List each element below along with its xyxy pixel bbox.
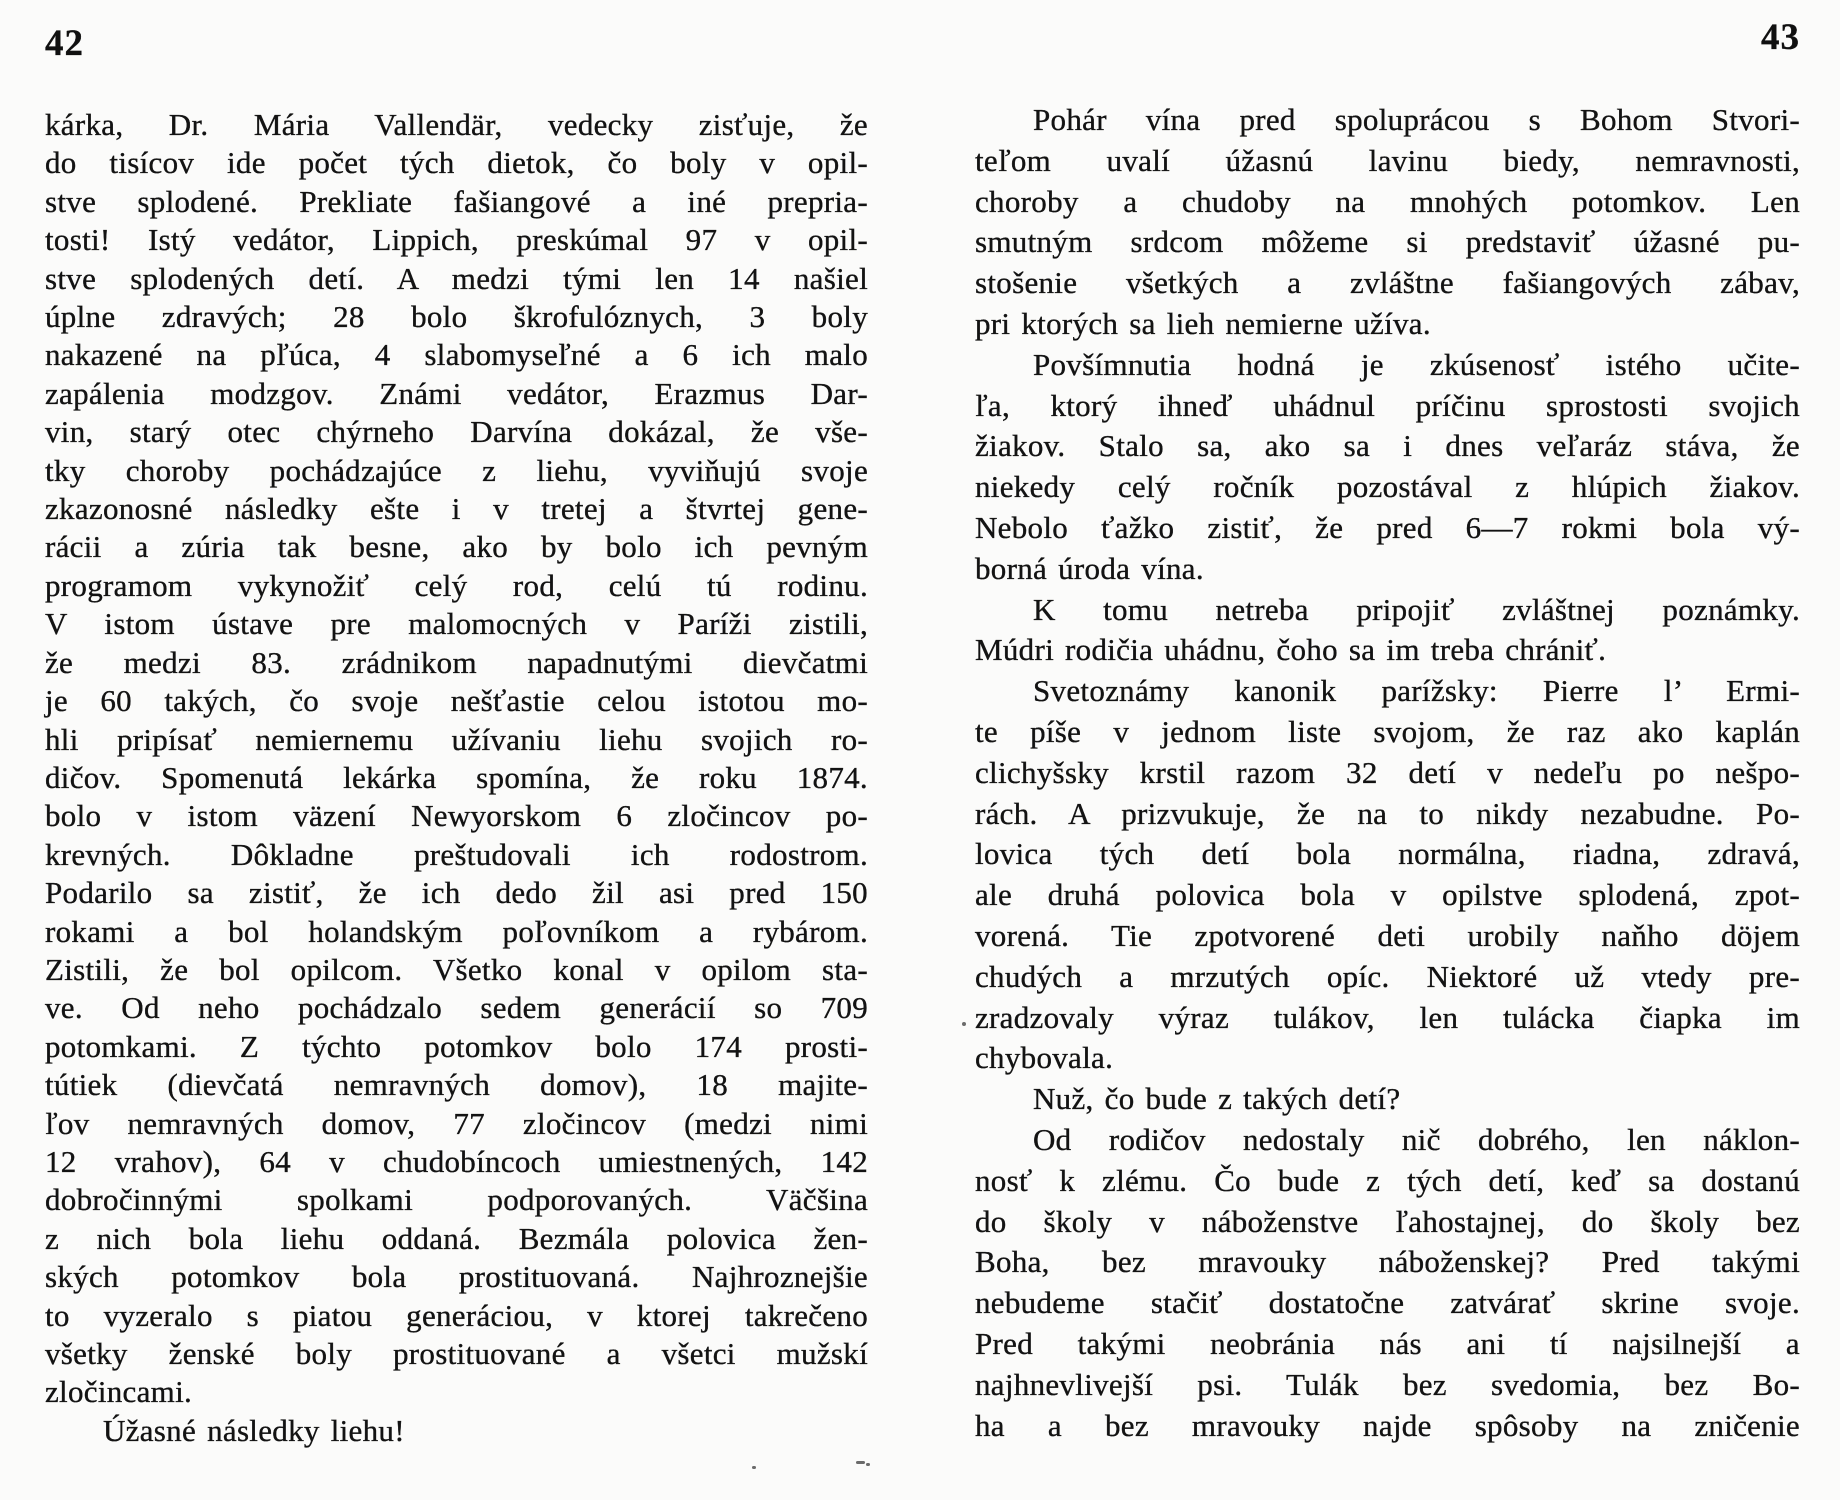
- scan-speck: [856, 1461, 865, 1464]
- text-line: Povšímnutia hodná je zkúsenosť istého učite-: [1033, 346, 1800, 382]
- paragraph: [975, 100, 1800, 345]
- text-line: zradzovaly výraz tulákov, len tulácka čiapka im: [975, 999, 1800, 1035]
- text-line: Nebolo ťažko zistiť, že pred 6—7 rokmi bola vý-: [975, 509, 1800, 545]
- text-line: potomkami. Z týchto potomkov bolo 174 prosti-: [45, 1028, 868, 1064]
- text-line: chudých a mrzutých opíc. Niektoré už vtedy pre-: [975, 958, 1800, 994]
- text-line: stve splodených detí. A medzi tými len 14 našiel: [45, 260, 868, 296]
- text-line: zapálenia modzgov. Známi vedátor, Erazmus Dar-: [45, 375, 868, 411]
- page-number-right: 43: [1761, 17, 1800, 58]
- scan-speck: [752, 1466, 756, 1469]
- text-line: najhnevlivejší psi. Tulák bez svedomia, bez Bo-: [975, 1366, 1800, 1402]
- text-line: Svetoznámy kanonik parížsky: Pierre l’ Ermi-: [1033, 673, 1800, 709]
- paragraph: [975, 1120, 1800, 1446]
- text-line: rácii a zúria tak besne, ako by bolo ich pevným: [45, 529, 868, 565]
- text-line: tútiek (dievčatá nemravných domov), 18 majite-: [45, 1067, 868, 1103]
- text-line: pri ktorých sa lieh nemierne užíva.: [975, 305, 1431, 341]
- text-line: tosti! Istý vedátor, Lippich, preskúmal 97 v opil-: [45, 222, 868, 258]
- text-line: ských potomkov bola prostituovaná. Najhroznejšie: [45, 1259, 868, 1295]
- text-line: programom vykynožiť celý rod, celú tú rodinu.: [45, 567, 868, 603]
- text-line: smutným srdcom môžeme si predstaviť úžasné pu-: [975, 224, 1800, 260]
- paragraph: [45, 106, 868, 1412]
- text-line: ľa, ktorý ihneď uhádnul príčinu sprostosti svojich: [975, 387, 1800, 423]
- text-line: V istom ústave pre malomocných v Paríži zistili,: [45, 606, 868, 642]
- text-line: Múdri rodičia uhádnu, čoho sa im treba chrániť.: [975, 632, 1607, 668]
- text-line: te píše v jednom liste svojom, že raz ako kaplán: [975, 713, 1800, 749]
- text-line: Úžasné následky liehu!: [103, 1412, 405, 1448]
- text-line: niekedy celý ročník pozostával z hlúpich žiakov.: [975, 469, 1800, 505]
- text-line: tky choroby pochádzajúce z liehu, vyviňujú svoje: [45, 452, 868, 488]
- text-line: je 60 takých, čo svoje nešťastie celou istotou mo-: [45, 683, 868, 719]
- paragraph: [45, 1412, 868, 1450]
- page-43-text-column: [975, 100, 1800, 1446]
- text-line: ve. Od neho pochádzalo sedem generácií so 709: [45, 990, 868, 1026]
- page-42-text-column: [45, 106, 868, 1450]
- text-line: ha a bez mravouky najde spôsoby na zničenie: [975, 1407, 1800, 1443]
- text-line: clichyšsky krstil razom 32 detí v nedeľu po nešpo-: [975, 754, 1800, 790]
- text-line: zločincami.: [45, 1374, 193, 1410]
- text-line: nebudeme stačiť dostatočne zatvárať skrine svoje.: [975, 1285, 1800, 1321]
- text-line: hli pripísať nemiernemu užívaniu liehu svojich ro-: [45, 721, 868, 757]
- paragraph: [975, 1079, 1800, 1120]
- text-line: Pohár vína pred spoluprácou s Bohom Stvori-: [1033, 102, 1800, 137]
- text-line: stve splodené. Prekliate fašiangové a iné prepria-: [45, 183, 868, 219]
- text-line: Boha, bez mravouky náboženskej? Pred takými: [975, 1244, 1800, 1280]
- text-line: do školy v náboženstve ľahostajnej, do školy bez: [975, 1203, 1800, 1239]
- text-line: ale druhá polovica bola v opilstve splodená, zpot-: [975, 877, 1800, 913]
- text-line: to vyzeralo s piatou generáciou, v ktorej takrečeno: [45, 1297, 868, 1333]
- text-line: Pred takými neobránia nás ani tí najsilnejší a: [975, 1325, 1800, 1361]
- text-line: Nuž, čo bude z takých detí?: [1033, 1081, 1401, 1117]
- text-line: choroby a chudoby na mnohých potomkov. Len: [975, 183, 1800, 219]
- text-line: stošenie všetkých a zvláštne fašiangových zábav,: [975, 265, 1800, 301]
- paragraph: [975, 590, 1800, 672]
- text-line: kárka, Dr. Mária Vallendär, vedecky zisťuje, že: [45, 107, 868, 142]
- paragraph: [975, 671, 1800, 1079]
- text-line: všetky ženské boly prostituované a všetci mužskí: [45, 1336, 868, 1371]
- text-line: teľom uvalí úžasnú lavinu biedy, nemravnosti,: [975, 142, 1800, 178]
- text-line: úplne zdravých; 28 bolo škrofulóznych, 3 boly: [45, 299, 868, 335]
- page-number-left: 42: [45, 23, 84, 64]
- text-line: chybovala.: [975, 1040, 1114, 1076]
- text-line: dičov. Spomenutá lekárka spomína, že roku 1874.: [45, 759, 868, 795]
- text-line: dobročinnými spolkami podporovaných. Väčšina: [45, 1182, 868, 1218]
- text-line: z nich bola liehu oddaná. Bezmála polovica žen-: [45, 1220, 868, 1256]
- text-line: nosť k zlému. Čo bude z tých detí, keď sa dostanú: [975, 1162, 1800, 1198]
- paragraph: [975, 345, 1800, 590]
- text-line: 12 vrahov), 64 v chudobíncoch umiestnených, 142: [45, 1143, 868, 1179]
- text-line: rokami a bol holandským poľovníkom a rybárom.: [45, 913, 868, 949]
- text-line: žiakov. Stalo sa, ako sa i dnes veľaráz stáva, že: [975, 428, 1800, 464]
- text-line: vin, starý otec chýrneho Darvína dokázal, že vše-: [45, 414, 868, 450]
- text-line: nakazené na pľúca, 4 slabomyseľné a 6 ich malo: [45, 337, 868, 373]
- text-line: borná úroda vína.: [975, 550, 1204, 586]
- text-line: ľov nemravných domov, 77 zločincov (medzi nimi: [45, 1105, 868, 1141]
- text-line: do tisícov ide počet tých dietok, čo boly v opil-: [45, 145, 868, 181]
- text-line: lovica tých detí bola normálna, riadna, zdravá,: [975, 836, 1800, 872]
- text-line: vorená. Tie zpotvorené deti urobily naňho döjem: [975, 917, 1800, 953]
- text-line: K tomu netreba pripojiť zvláštnej poznámky.: [1033, 591, 1800, 627]
- text-line: zkazonosné následky ešte i v tretej a štvrtej gene-: [45, 491, 868, 527]
- scan-speck: [962, 1022, 966, 1026]
- text-line: Zistili, že bol opilcom. Všetko konal v opilom sta-: [45, 951, 868, 987]
- text-line: rách. A prizvukuje, že na to nikdy nezabudne. Po-: [975, 795, 1800, 831]
- text-line: Od rodičov nedostaly nič dobrého, len náklon-: [1033, 1121, 1800, 1157]
- text-line: že medzi 83. zrádnikom napadnutými dievčatmi: [45, 644, 868, 680]
- text-line: krevných. Dôkladne preštudovali ich rodostrom.: [45, 836, 868, 872]
- text-line: Podarilo sa zistiť, že ich dedo žil asi pred 150: [45, 875, 868, 911]
- text-line: bolo v istom väzení Newyorskom 6 zločincov po-: [45, 798, 868, 834]
- scan-speck: [866, 1463, 870, 1466]
